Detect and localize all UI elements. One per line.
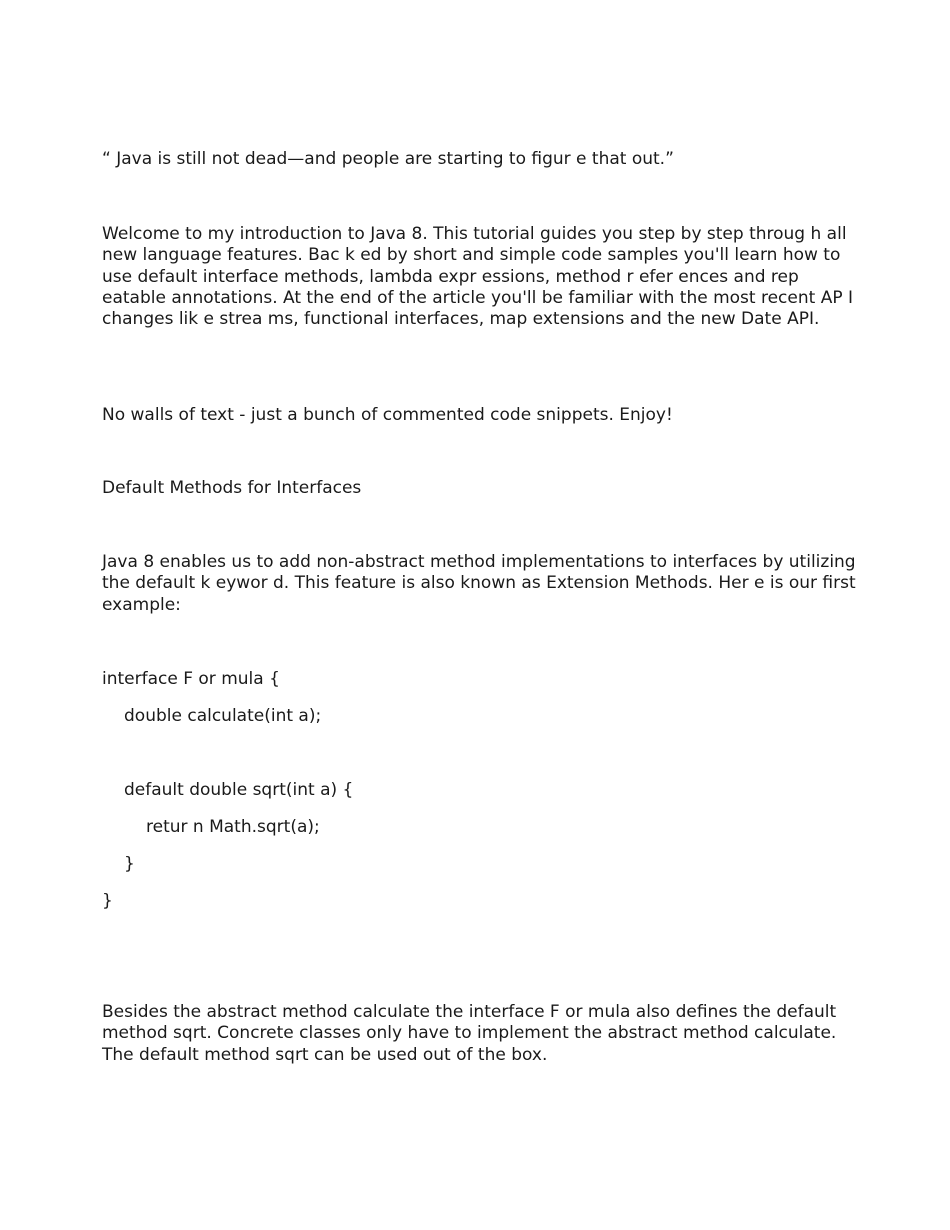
code-line: double calculate(int a);	[124, 706, 322, 726]
quote-text: “ Java is still not dead—and people are starting to figur e that out.”	[102, 149, 674, 169]
section-intro-paragraph: Java 8 enables us to add non-abstract method implementations to interfaces by utilizing the default k eywor d. This feature is also known as Extension Methods. Her e is our first example:	[102, 552, 856, 615]
tagline-text: No walls of text - just a bunch of commented code snippets. Enjoy!	[102, 405, 673, 425]
code-line: }	[102, 891, 113, 911]
section-heading: Default Methods for Interfaces	[102, 478, 362, 498]
code-line: retur n Math.sqrt(a);	[146, 817, 320, 837]
closing-paragraph: Besides the abstract method calculate the interface F or mula also defines the default method sqrt. Concrete classes only have to implement the abstract method calculate. The default method sqrt can be used out of the box.	[102, 1002, 837, 1065]
intro-paragraph: Welcome to my introduction to Java 8. This tutorial guides you step by step throug h all new language features. Bac k ed by short and simple code samples you'll learn how to use default interface methods, lambda expr essions, method r efer ences and rep eatable annotations. At the end of the article you'll be familiar with the most recent AP I changes lik e strea ms, functional interfaces, map extensions and the new Date API.	[102, 224, 854, 330]
code-line: }	[124, 854, 135, 874]
code-line: interface F or mula {	[102, 669, 280, 689]
code-line: default double sqrt(int a) {	[124, 780, 354, 800]
